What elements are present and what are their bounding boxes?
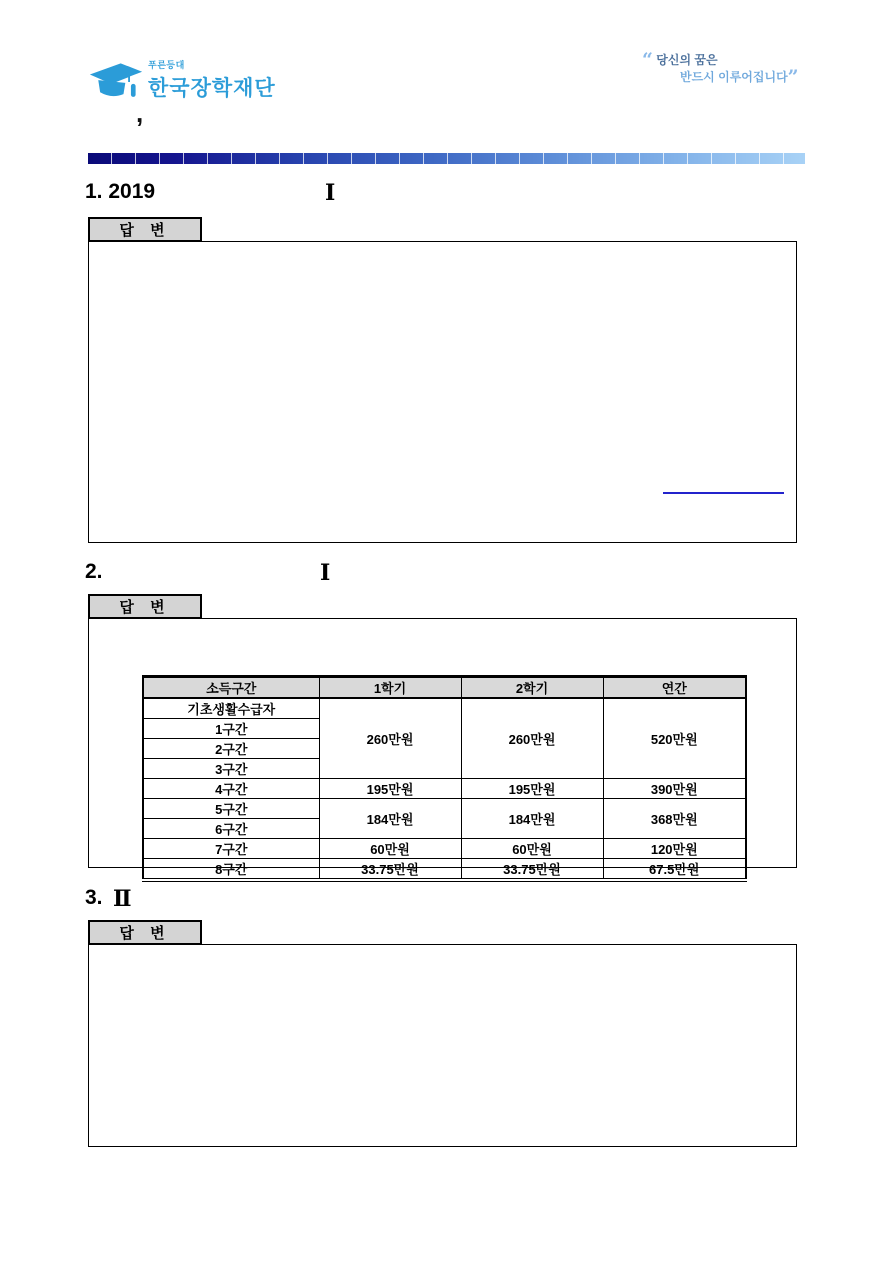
answer-tab-2: 답 변 [88,594,202,619]
slogan-line2: 반드시 이루어집니다 [680,70,788,84]
sem2-amount: 60만원 [461,839,603,859]
answer-box-3 [88,944,797,1147]
section-2-roman: Ⅰ [320,560,331,586]
sem1-amount: 195만원 [319,779,461,799]
org-logo-text [148,58,276,102]
org-logo [88,58,276,104]
link-underline[interactable] [663,492,784,495]
open-quote-icon: “ [642,49,653,71]
annual-amount: 120만원 [603,839,746,859]
income-bracket-table [142,675,747,882]
annual-amount: 368만원 [603,799,746,839]
logo-small-text: 푸른등대 [148,60,185,70]
answer-tab-3: 답 변 [88,920,202,945]
sem1-amount: 33.75만원 [319,859,461,881]
col-header-semester2: 2학기 [461,677,603,699]
table-row [143,779,746,799]
bracket-label: 1구간 [143,719,319,739]
bracket-label: 8구간 [143,859,319,881]
answer-tab-1: 답 변 [88,217,202,242]
close-quote-icon: ” [787,66,799,88]
sem1-amount: 60만원 [319,839,461,859]
bracket-label: 기초생활수급자 [143,698,319,719]
section-3-heading [85,886,132,912]
sem2-amount: 33.75만원 [461,859,603,881]
bracket-label: 7구간 [143,839,319,859]
table-row [143,799,746,819]
col-header-semester1: 1학기 [319,677,461,699]
annual-amount: 520만원 [603,698,746,779]
bracket-label: 4구간 [143,779,319,799]
section-1-label: 1. 2019 [85,180,156,203]
section-3-label: 3. [85,886,103,909]
gradient-divider [88,153,805,164]
section-1-heading [85,180,336,206]
col-header-annual: 연간 [603,677,746,699]
section-1-roman: Ⅰ [325,180,336,206]
table-row [143,839,746,859]
bracket-label: 2구간 [143,739,319,759]
sem2-amount: 195만원 [461,779,603,799]
table-row [143,859,746,881]
bracket-label: 3구간 [143,759,319,779]
bracket-label: 6구간 [143,819,319,839]
comma-text: , [136,98,144,128]
sem1-amount: 184만원 [319,799,461,839]
org-name: 한국장학재단 [148,77,276,100]
bracket-label: 5구간 [143,799,319,819]
answer-box-2 [88,618,797,877]
slogan [642,49,817,88]
slogan-line1: 당신의 꿈은 [656,53,718,67]
annual-amount: 390만원 [603,779,746,799]
table-row [143,698,746,719]
answer-box-1 [88,241,797,543]
col-header-income-bracket: 소득구간 [143,677,319,699]
sem2-amount: 260만원 [461,698,603,779]
section-2-heading [85,560,331,586]
sem1-amount: 260만원 [319,698,461,779]
section-3-roman: Ⅱ [113,886,132,912]
table-header-row [143,677,746,699]
annual-amount: 67.5만원 [603,859,746,881]
section-2-label: 2. [85,560,103,583]
sem2-amount: 184만원 [461,799,603,839]
